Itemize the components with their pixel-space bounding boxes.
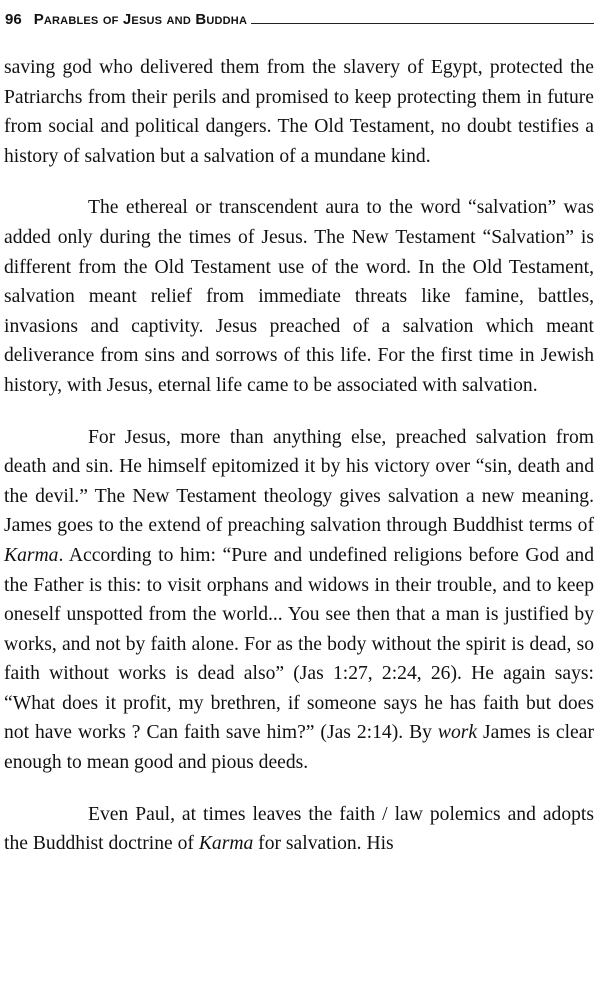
paragraph-4-italic-karma: Karma — [198, 833, 254, 855]
paragraph-3-text-c: James is clear enough to mean good and pious deeds. — [4, 722, 594, 774]
paragraph-4-text-b: for salvation. His — [253, 833, 394, 855]
header-rule — [251, 23, 594, 24]
page-number: 96 — [5, 11, 22, 28]
paragraph-3-text-a: For Jesus, more than anything else, preached salvation from death and sin. He himself epitomized it by his victory over “sin, death and the devil.” The New Testament theology gives salvation a new meaning. James goes to the extend of preaching salvation through Buddhist terms of — [4, 426, 594, 537]
page-header — [4, 0, 594, 28]
paragraph-3 — [4, 423, 594, 778]
paragraph-3-text-b: . According to him: “Pure and undefined religions before God and the Father is this: to visit orphans and widows in their trouble, and to keep oneself unspotted from the world... You see then that a man is justified by works, and not by faith alone. For as the body without the spirit is dead, so faith without works is dead also” (Jas 1:27, 2:24, 26). He again says: “What does it profit, my brethren, if someone says he has faith but does not have works ? Can faith save him?” (Jas 2:14). By — [4, 544, 594, 744]
paragraph-1: saving god who delivered them from the slavery of Egypt, protected the Patriarchs from their perils and promised to keep protecting them in future from social and political dangers. The Old Testament, no doubt testifies a history of salvation but a salvation of a mundane kind. — [4, 57, 594, 167]
body-text — [4, 53, 594, 859]
paragraph-3-italic-work: work — [437, 722, 478, 744]
paragraph-4-text-a: Even Paul, at times leaves the faith / law polemics and adopts the Buddhist doctrine of — [4, 803, 594, 855]
running-head: Parables of Jesus and Buddha — [33, 11, 248, 28]
paragraph-2: The ethereal or transcendent aura to the word “salvation” was added only during the times of Jesus. The New Testament “Salvation” is different from the Old Testament use of the word. In the Old Testament, salvation meant relief from immediate threats like famine, battles, invasions and captivity. Jesus preached of a salvation which meant deliverance from sins and sorrows of this life. For the first time in Jewish history, with Jesus, eternal life came to be associated with salvation. — [4, 197, 594, 396]
paragraph-3-italic-karma: Karma — [4, 544, 59, 566]
paragraph-4 — [4, 800, 594, 859]
